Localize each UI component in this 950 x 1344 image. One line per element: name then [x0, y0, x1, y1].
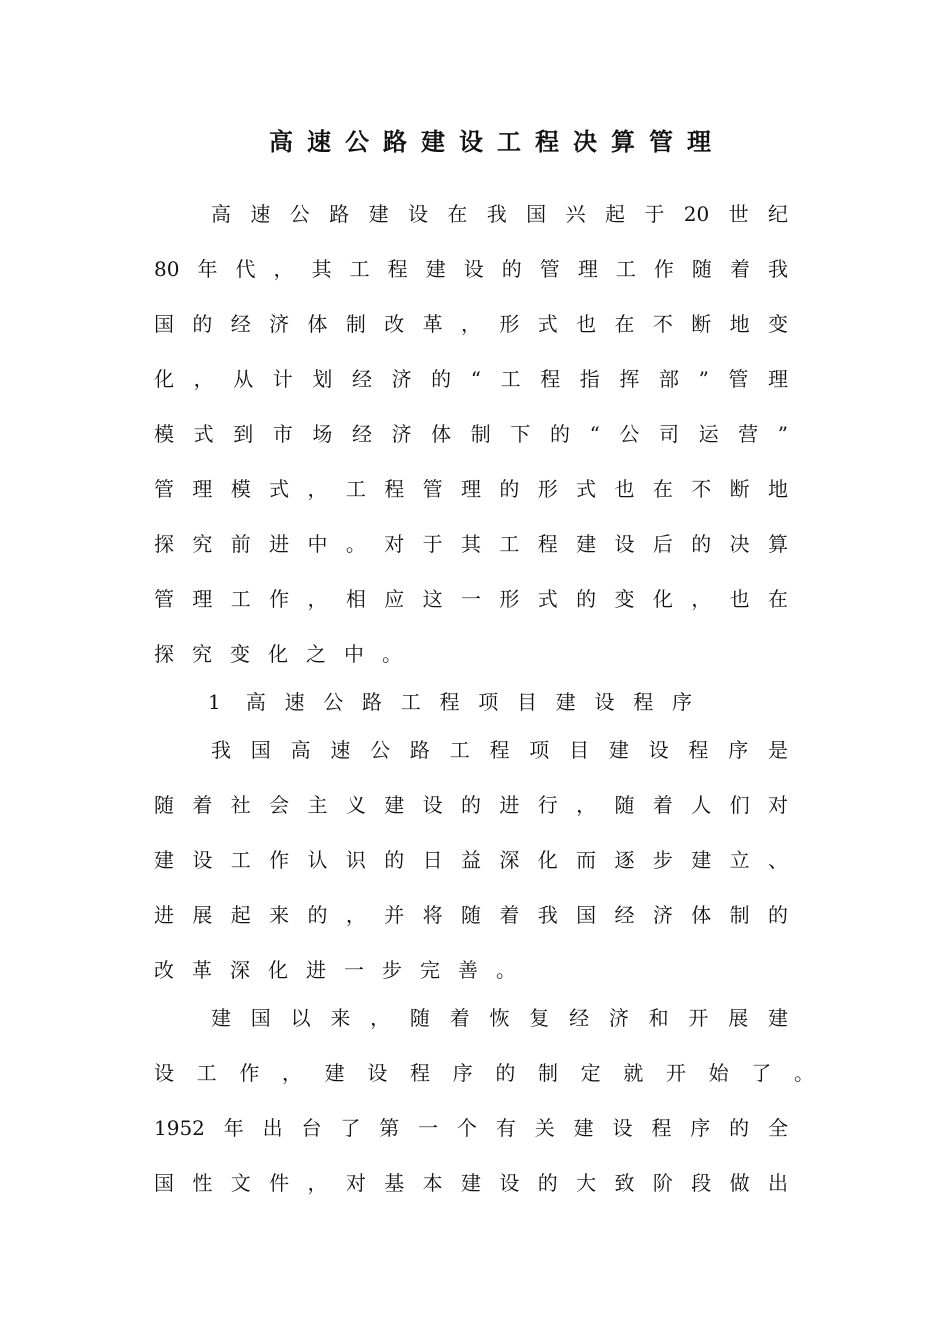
paragraph-line: 管理工作，相应这一形式的变化，也在	[154, 587, 788, 611]
paragraph-line: 模式到市场经济体制下的“公司运营”	[154, 422, 788, 446]
paragraph-line: 探究变化之中。	[154, 642, 420, 666]
paragraph-line: 改革深化进一步完善。	[154, 958, 534, 982]
paragraph-line: 设工作，建设程序的制定就开始了。	[154, 1061, 814, 1085]
document-title: 高速公路建设工程决算管理	[269, 127, 725, 156]
paragraph-line: 管理模式，工程管理的形式也在不断地	[154, 477, 788, 501]
paragraph-line: 80年代，其工程建设的管理工作随着我	[154, 257, 788, 281]
paragraph-line: 建国以来，随着恢复经济和开展建	[211, 1006, 788, 1030]
paragraph-line: 国的经济体制改革，形式也在不断地变	[154, 312, 788, 336]
paragraph-line: 随着社会主义建设的进行，随着人们对	[154, 793, 788, 817]
paragraph-line: 化，从计划经济的“工程指挥部”管理	[154, 367, 788, 391]
paragraph-line: 建设工作认识的日益深化而逐步建立、	[154, 848, 788, 872]
paragraph-line: 探究前进中。对于其工程建设后的决算	[154, 532, 788, 556]
paragraph-line: 高速公路建设在我国兴起于20世纪	[211, 202, 788, 226]
section-heading: 1 高速公路工程项目建设程序	[208, 690, 692, 714]
paragraph-line: 进展起来的，并将随着我国经济体制的	[154, 903, 788, 927]
paragraph-line: 国性文件，对基本建设的大致阶段做出	[154, 1171, 788, 1195]
paragraph-line: 我国高速公路工程项目建设程序是	[211, 738, 788, 762]
paragraph-line: 1952年出台了第一个有关建设程序的全	[154, 1116, 788, 1140]
